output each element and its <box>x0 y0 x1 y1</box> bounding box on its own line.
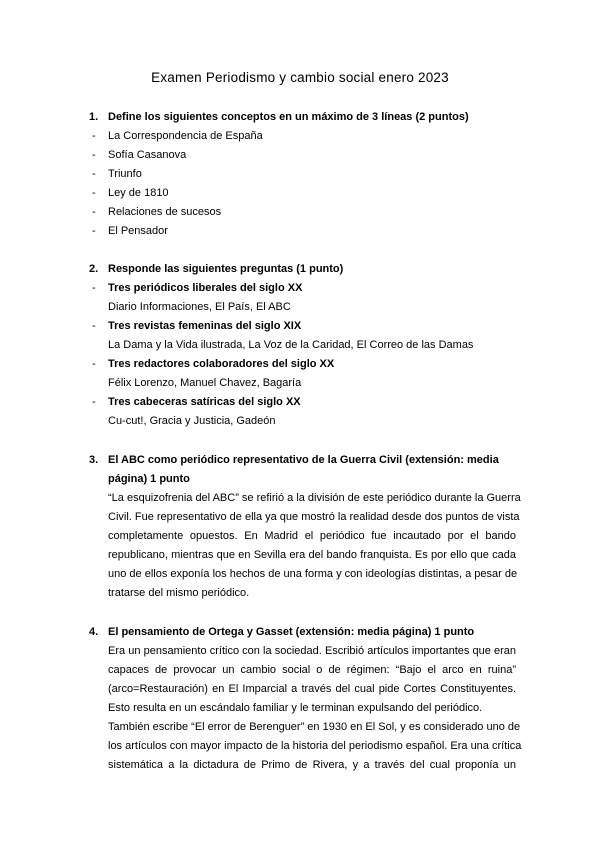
q4-paragraph-line: Esto resulta en un escándalo familiar y le terminan expulsando del periódico. <box>108 702 483 714</box>
q4-paragraph-line: los artículos con mayor impacto de la historia del periodismo español. Era una crítica <box>108 740 522 752</box>
bullet-dash: - <box>92 130 96 142</box>
q2-answer: Diario Informaciones, El País, El ABC <box>108 301 291 313</box>
page-title: Examen Periodismo y cambio social enero 2023 <box>151 70 449 85</box>
q1-item: La Correspondencia de España <box>108 130 263 142</box>
q2-answer: La Dama y la Vida ilustrada, La Voz de la Caridad, El Correo de las Damas <box>108 339 474 351</box>
q2-question: Tres redactores colaboradores del siglo XX <box>108 358 335 370</box>
bullet-dash: - <box>92 187 96 199</box>
q1-item: Ley de 1810 <box>108 187 169 199</box>
q2-number: 2. <box>89 263 99 275</box>
q1-item: Triunfo <box>108 168 142 180</box>
q1-heading: Define los siguientes conceptos en un máximo de 3 líneas (2 puntos) <box>108 111 469 123</box>
q3-paragraph-line: tratarse del mismo periódico. <box>108 587 250 599</box>
bullet-dash: - <box>92 396 96 408</box>
q1-item: Relaciones de sucesos <box>108 206 222 218</box>
bullet-dash: - <box>92 358 96 370</box>
q3-paragraph-line: completamente opuestos. En Madrid el periódico fue incautado por el bando <box>108 530 516 542</box>
bullet-dash: - <box>92 225 96 237</box>
q3-number: 3. <box>89 454 99 466</box>
bullet-dash: - <box>92 168 96 180</box>
q3-paragraph-line: “La esquizofrenia del ABC” se refirió a la división de este periódico durante la Guerra <box>108 492 521 504</box>
q3-paragraph-line: uno de ellos exponía los hechos de una forma y con ideologías distintas, a pesar de <box>108 568 518 580</box>
q3-paragraph-line: republicano, mientras que en Sevilla era del bando franquista. Es por ello que cada <box>108 549 516 561</box>
q4-heading: El pensamiento de Ortega y Gasset (extensión: media página) 1 punto <box>108 626 475 638</box>
q2-heading: Responde las siguientes preguntas (1 punto) <box>108 263 344 275</box>
q1-item: El Pensador <box>108 225 168 237</box>
q3-paragraph-line: Civil. Fue representativo de ella ya que mostró la realidad desde dos puntos de vista <box>108 511 520 523</box>
q4-paragraph-line: capaces de provocar un cambio social o de régimen: “Bajo el arco en ruina” <box>108 664 516 676</box>
q4-paragraph-line: También escribe “El error de Berenguer” en 1930 en El Sol, y es considerado uno de <box>108 721 521 733</box>
q4-paragraph-line: sistemática a la dictadura de Primo de Rivera, y a través del cual proponía un <box>108 759 516 771</box>
q2-question: Tres cabeceras satíricas del siglo XX <box>108 396 301 408</box>
q2-question: Tres periódicos liberales del siglo XX <box>108 282 303 294</box>
bullet-dash: - <box>92 282 96 294</box>
q4-number: 4. <box>89 626 99 638</box>
q1-item: Sofía Casanova <box>108 149 187 161</box>
q4-paragraph-line: (arco=Restauración) en El Imparcial a través del cual pide Cortes Constituyentes. <box>108 683 516 695</box>
bullet-dash: - <box>92 320 96 332</box>
q2-answer: Félix Lorenzo, Manuel Chavez, Bagaría <box>108 377 302 389</box>
q1-number: 1. <box>89 111 99 123</box>
bullet-dash: - <box>92 206 96 218</box>
q2-question: Tres revistas femeninas del siglo XIX <box>108 320 302 332</box>
q2-answer: Cu-cut!, Gracia y Justicia, Gadeón <box>108 415 276 427</box>
q4-paragraph-line: Era un pensamiento crítico con la sociedad. Escribió artículos importantes que eran <box>108 645 516 657</box>
bullet-dash: - <box>92 149 96 161</box>
q3-heading-line2: página) 1 punto <box>108 473 190 485</box>
q3-heading-line1: El ABC como periódico representativo de la Guerra Civil (extensión: media <box>108 454 499 466</box>
